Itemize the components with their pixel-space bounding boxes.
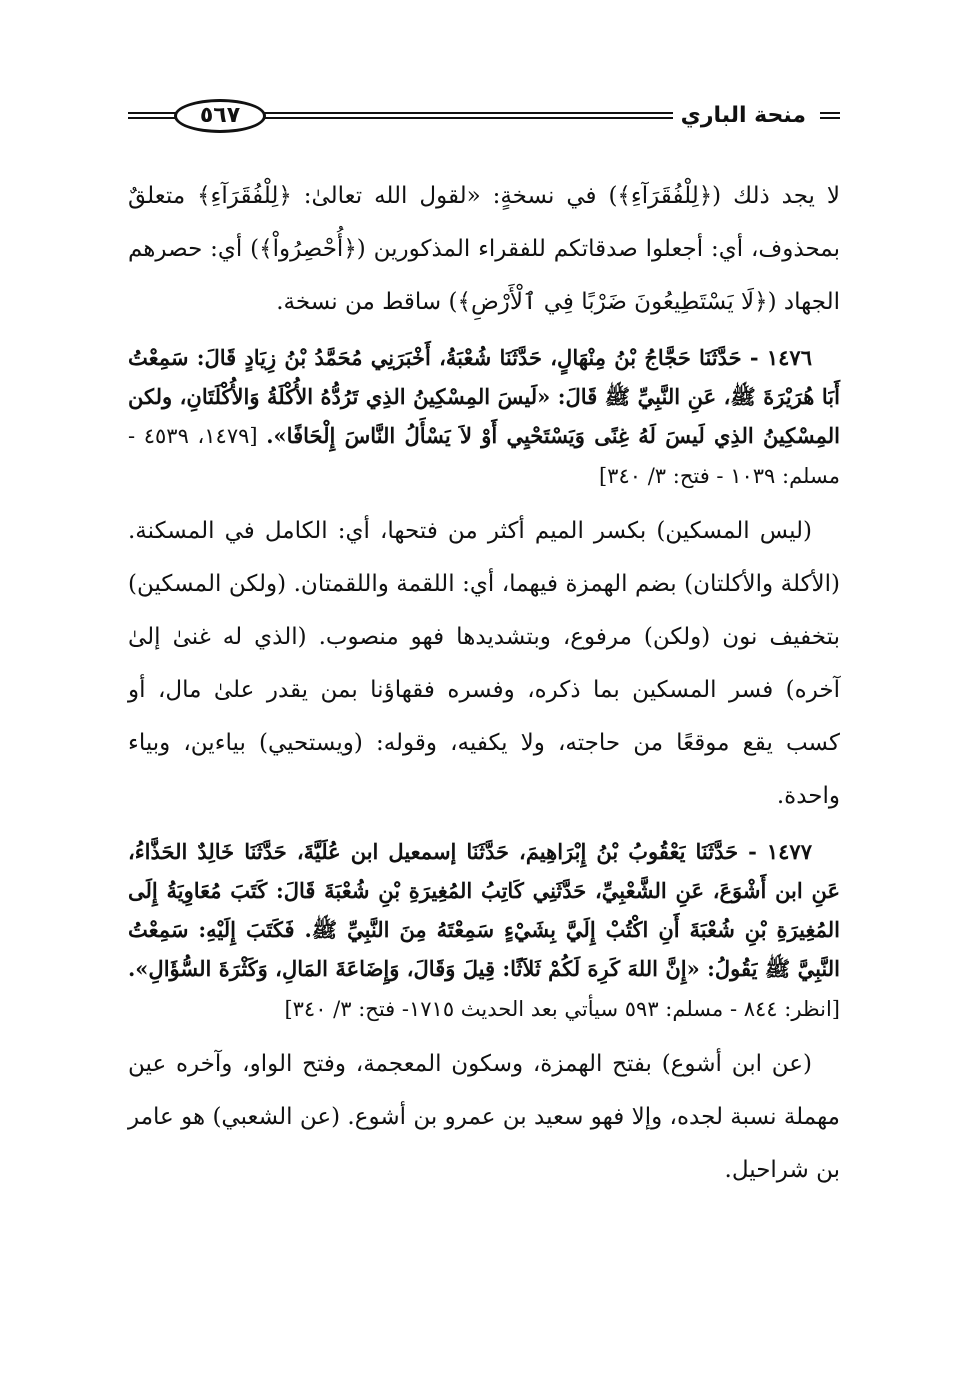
hadith-reference: [١٤٧٩، ٤٥٣٩ - مسلم: ١٠٣٩ - فتح: ٣/ ٣٤٠] [128,424,840,488]
hadith-1477 [128,832,840,1029]
page-body [128,170,840,1206]
page-header [128,96,840,142]
commentary-paragraph: لا يجد ذلك (﴿لِلْفُقَرَآءِ﴾) في نسخةٍ: «لقول الله تعالىٰ: ﴿لِلْفُقَرَآءِ﴾ متعلقٌ بمحذوف، أي: أجعلوا صدقاتكم للفقراء المذكورين (﴿أُحْصِرُواْ﴾) أي: حصرهم الجهاد (﴿لَا يَسْتَطِيعُونَ ضَرْبًا فِي ٱلْأَرْضِ﴾) ساقط من نسخة. [128,183,840,315]
running-title: منحة الباري [673,96,814,136]
header-rule-right [820,112,840,119]
hadith-text: ١٤٧٧ - حَدَّثَنَا يَعْقُوبُ بْنُ إِبْرَاهِيمَ، حَدَّثَنَا إسمعيل ابن عُلَيَّةَ، حَدَّثَنَا خَالِدٌ الحَذَّاءُ، عَنِ ابن أَشْوَعَ، عَنِ الشَّعْبِيِّ، حَدَّثَنِي كَاتِبُ المُغِيرَةِ بْنِ شُعْبَةَ قَالَ: كَتَبَ مُعَاوِيَةُ إِلَى المُغِيرَةِ بْنِ شُعْبَةَ أَنِ اكْتُبْ إِلَيَّ بِشَيْءٍ سَمِعْتَهُ مِنَ النَّبِيِّ ﷺ. فَكَتَبَ إِلَيْهِ: سَمِعْتُ النَّبِيَّ ﷺ يَقُولُ: «إِنَّ اللهَ كَرِهَ لَكُمْ ثَلاَثًا: قِيلَ وَقَالَ، وَإِضَاعَةَ المَالِ، وَكَثْرَةَ السُّؤَالِ». [128,839,840,981]
commentary-paragraph: (ليس المسكين) بكسر الميم أكثر من فتحها، أي: الكامل في المسكنة. (الأكلة والأكلتان) بضم الهمزة فيهما، أي: اللقمة واللقمتان. (ولكن المسكين) بتخفيف نون (ولكن) مرفوع، وبتشديدها فهو منصوب. (الذي له غنىٰ إلىٰ آخره) فسر المسكين بما ذكره، وفسره فقهاؤنا بمن يقدر علىٰ مال، أو كسب يقع موقعًا من حاجته، ولا يكفيه، وقوله: (ويستحيي) بياءين، وبياء واحدة. [128,518,840,809]
commentary-paragraph: (عن ابن أشوع) بفتح الهمزة، وسكون المعجمة، وفتح الواو، وآخره عين مهملة نسبة لجده، وإلا فهو سعيد بن عمرو بن أشوع. (عن الشعبي) هو عامر بن شراحيل. [128,1051,840,1183]
hadith-text: ١٤٧٦ - حَدَّثَنَا حَجَّاجُ بْنُ مِنْهَالٍ، حَدَّثَنَا شُعْبَةُ، أَخْبَرَنِي مُحَمَّدُ بْنُ زِيَادٍ قَالَ: سَمِعْتُ أَبَا هُرَيْرَةَ ﷺ، عَنِ النَّبِيِّ ﷺ قَالَ: «لَيسَ المِسْكِينُ الذِي تَرُدُّهُ الأُكْلَةُ وَالأُكْلَتَانِ، ولكن المِسْكِينُ الذِي لَيسَ لَهُ غِنًى وَيَسْتَحْيِي أَوْ لاَ يَسْأَلُ النَّاسَ إِلْحَافًا». [128,345,840,448]
hadith-reference: [انظر: ٨٤٤ - مسلم: ٥٩٣ سيأتي بعد الحديث ١٧١٥- فتح: ٣/ ٣٤٠] [284,997,840,1021]
header-rule-left [128,112,176,119]
page-number: ٥٦٧ [174,99,266,133]
hadith-1476 [128,338,840,496]
